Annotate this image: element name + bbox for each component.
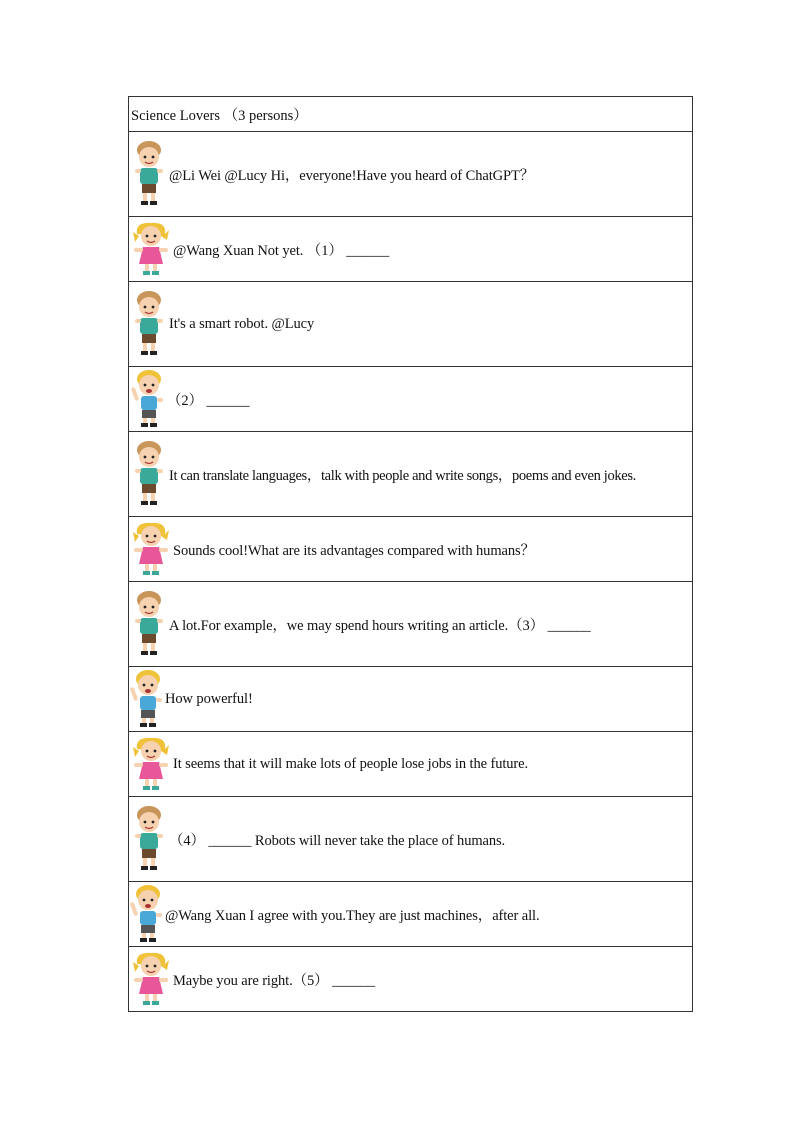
girl-avatar-icon bbox=[129, 735, 173, 793]
boy-avatar-icon bbox=[129, 440, 169, 508]
blonde-boy-avatar-icon bbox=[129, 669, 165, 729]
message-text: How powerful! bbox=[165, 690, 253, 707]
message-text: It seems that it will make lots of people lose jobs in the future. bbox=[173, 755, 529, 772]
chat-header-row bbox=[129, 97, 693, 132]
group-chat-table bbox=[128, 96, 693, 1012]
chat-message-row bbox=[129, 217, 693, 282]
message-text: It's a smart robot. @Lucy bbox=[169, 315, 315, 332]
message-text: （4） ______ Robots will never take the place of humans. bbox=[169, 832, 506, 849]
chat-message-row bbox=[129, 367, 693, 432]
message-text: Maybe you are right.（5） ______ bbox=[173, 972, 375, 989]
chat-message-row bbox=[129, 517, 693, 582]
message-text: A lot.For example，we may spend hours writing an article.（3） ______ bbox=[169, 617, 591, 634]
chat-message-row bbox=[129, 667, 693, 732]
message-text: @Li Wei @Lucy Hi，everyone!Have you heard of ChatGPT？ bbox=[169, 167, 535, 184]
message-text: @Wang Xuan Not yet. （1） ______ bbox=[173, 242, 390, 259]
chat-message-row bbox=[129, 732, 693, 797]
chat-message-row bbox=[129, 797, 693, 882]
chat-message-row bbox=[129, 282, 693, 367]
girl-avatar-icon bbox=[129, 220, 173, 278]
chat-message-row bbox=[129, 432, 693, 517]
message-text: @Wang Xuan I agree with you.They are just machines，after all. bbox=[165, 907, 540, 924]
boy-avatar-icon bbox=[129, 805, 169, 873]
blonde-boy-avatar-icon bbox=[129, 884, 165, 944]
chat-message-row bbox=[129, 582, 693, 667]
message-text: （2） ______ bbox=[167, 392, 250, 409]
group-title: Science Lovers （3 persons） bbox=[129, 97, 693, 132]
chat-message-row bbox=[129, 882, 693, 947]
chat-message-row bbox=[129, 947, 693, 1012]
chat-message-row bbox=[129, 132, 693, 217]
blonde-boy-avatar-icon bbox=[129, 369, 167, 429]
girl-avatar-icon bbox=[129, 520, 173, 578]
boy-avatar-icon bbox=[129, 590, 169, 658]
message-text: Sounds cool!What are its advantages compared with humans？ bbox=[173, 542, 535, 559]
boy-avatar-icon bbox=[129, 140, 169, 208]
girl-avatar-icon bbox=[129, 950, 173, 1008]
message-text: It can translate languages，talk with people and write songs，poems and even jokes. bbox=[169, 467, 636, 484]
boy-avatar-icon bbox=[129, 290, 169, 358]
